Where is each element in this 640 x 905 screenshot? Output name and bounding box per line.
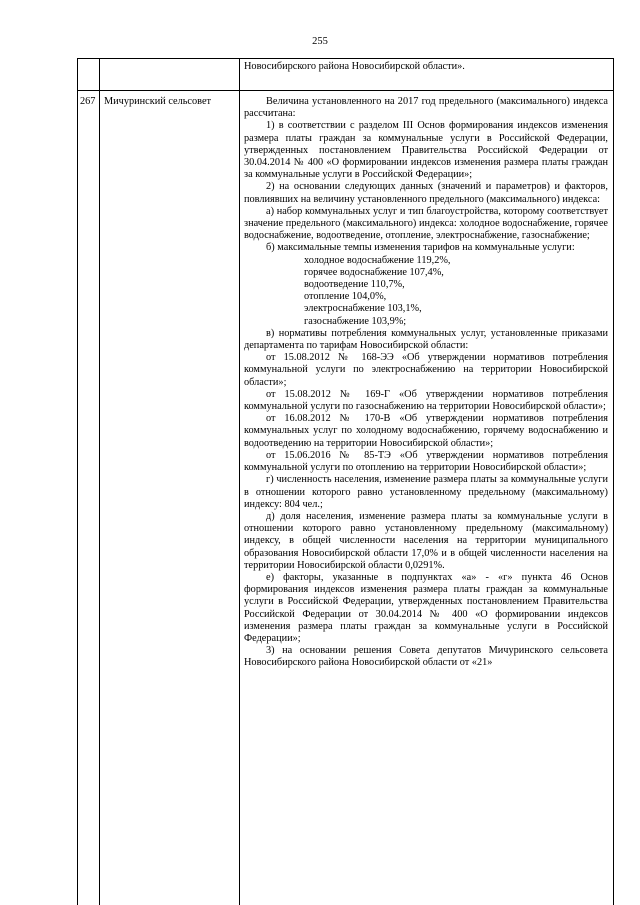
table-border-num-col (99, 58, 100, 905)
content-paragraph: 2) на основании следующих данных (значений и параметров) и факторов, повлиявших на величину установленного предельного (максимального) индекса: (244, 181, 608, 205)
table-border-name-col (239, 58, 240, 905)
content-paragraph: в) нормативы потребления коммунальных услуг, установленные приказами департамента по тарифам Новосибирской области: (244, 327, 608, 352)
previous-row-text: Новосибирского района Новосибирской области». (244, 61, 465, 72)
content-paragraph: Величина установленного на 2017 год предельного (максимального) индекса рассчитана: (244, 96, 608, 120)
row-municipality-name: Мичуринский сельсовет (104, 96, 212, 107)
content-paragraph: от 15.06.2016 № 85-ТЭ «Об утверждении нормативов потребления коммунальной услуги по отоплению на территории Новосибирской области»; (244, 449, 608, 474)
content-paragraph: от 16.08.2012 № 170-В «Об утверждении нормативов потребления коммунальных услуг по холодному водоснабжению, горячему водоснабжению и водоотведению на территории Новосибирской области»; (244, 413, 608, 449)
tariff-list-item: отопление 104,0%, (304, 291, 387, 303)
content-paragraph: 1) в соответствии с разделом III Основ формирования индексов изменения размера платы граждан за коммунальные услуги в Российской Федерации, утвержденных постановлением Правительства Российской Федерации от 30.04.2014 № 400 «О формировании индексов изменения размера платы граждан за коммунальные услуги в Российской Федерации»; (244, 120, 608, 181)
tariff-list-item: газоснабжение 103,9%; (304, 315, 407, 327)
tariff-list-item: горячее водоснабжение 107,4%, (304, 266, 444, 278)
table-row-divider (77, 90, 614, 91)
table-border-right (613, 58, 614, 905)
content-paragraph: г) численность населения, изменение размера платы за коммунальные услуги в отношении которого равно установленному предельному (максимальному) индексу: 804 чел.; (244, 474, 608, 510)
content-paragraph: от 15.08.2012 № 168-ЭЭ «Об утверждении нормативов потребления коммунальной услуги по электроснабжению на территории Новосибирской области»; (244, 352, 608, 388)
content-paragraph: 3) на основании решения Совета депутатов Мичуринского сельсовета Новосибирского района Новосибирской области от «21» (244, 645, 608, 669)
tariff-list-item: электроснабжение 103,1%, (304, 303, 422, 315)
table-border-left (77, 58, 78, 905)
row-number: 267 (80, 96, 96, 107)
content-paragraph: от 15.08.2012 № 169-Г «Об утверждении нормативов потребления коммунальной услуги по газоснабжению на территории Новосибирской области»; (244, 388, 608, 413)
table-border-top (77, 58, 614, 59)
content-paragraph: д) доля населения, изменение размера платы за коммунальные услуги в отношении которого равно установленному предельному (максимальному) индексу, в общей численности населения на территории муниципального образования Новосибирской области 17,0% и в общей численности населения на территории Новосибирской области 0,0291%. (244, 510, 608, 571)
tariff-list-item: водоотведение 110,7%, (304, 279, 405, 291)
content-paragraph: а) набор коммунальных услуг и тип благоустройства, которому соответствует значение предельного (максимального) индекса: холодное водоснабжение, горячее водоснабжение, водоотведение, отопление, электроснабжение, газоснабжение; (244, 205, 608, 242)
page-number: 255 (312, 36, 328, 47)
tariff-list-item: холодное водоснабжение 119,2%, (304, 254, 451, 266)
row-content (244, 96, 608, 670)
content-paragraph: е) факторы, указанные в подпунктах «а» - «г» пункта 46 Основ формирования индексов изменения размера платы граждан за коммунальные услуги в Российской Федерации, утвержденных постановлением Правительства Российской Федерации от 30.04.2014 № 400 «О формировании индексов изменения размера платы граждан за коммунальные услуги в Российской Федерации»; (244, 571, 608, 644)
content-paragraph: б) максимальные темпы изменения тарифов на коммунальные услуги: (266, 242, 575, 254)
